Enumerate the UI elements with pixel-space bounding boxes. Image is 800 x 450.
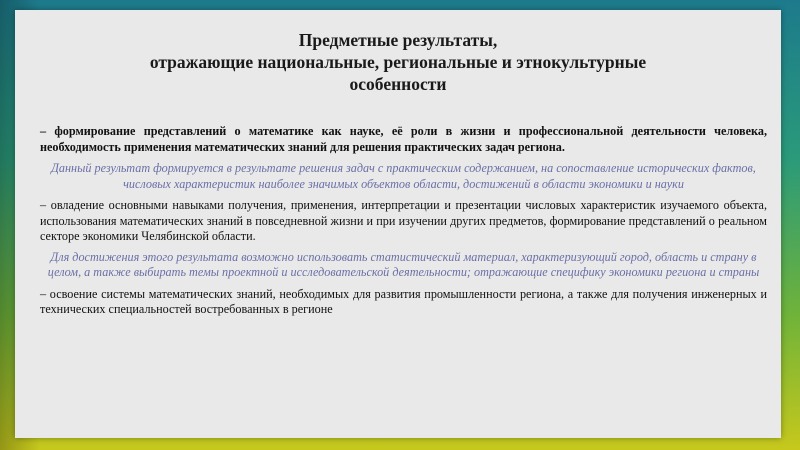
title-line-3: особенности — [349, 74, 447, 94]
title-line-1: Предметные результаты, — [298, 30, 498, 50]
result-note-1: Данный результат формируется в результате решения задач с практическим содержанием, на сопоставление исторических фактов, числовых характеристик наиболее значимых объектов области, достижений в области экономики и науки — [51, 161, 756, 191]
slide-body — [40, 124, 767, 318]
result-item-1: – формирование представлений о математике как науке, её роли в жизни и профессиональной деятельности человека, необходимость применения математических знаний для решения практических задач региона. — [40, 124, 767, 154]
result-note-2: Для достижения этого результата возможно использовать статистический материал, характеризующий город, область и страну в целом, а также выбирать темы проектной и исследовательской деятельности; отражающие специфику экономики региона и страны — [47, 249, 760, 279]
result-item-2: – овладение основными навыками получения, применения, интерпретации и презентации числовых характеристик изучаемого объекта, использования математических знаний в повседневной жизни и при изучении других предметов, формирование представлений о реальном секторе экономики Челябинской области. — [40, 198, 767, 243]
title-line-2: отражающие национальные, региональные и этнокультурные — [149, 52, 647, 72]
slide-panel — [15, 10, 781, 438]
slide-title — [15, 29, 781, 95]
result-item-3: – освоение системы математических знаний, необходимых для развития промышленности региона, а также для получения инженерных и технических специальностей востребованных в регионе — [40, 286, 767, 316]
